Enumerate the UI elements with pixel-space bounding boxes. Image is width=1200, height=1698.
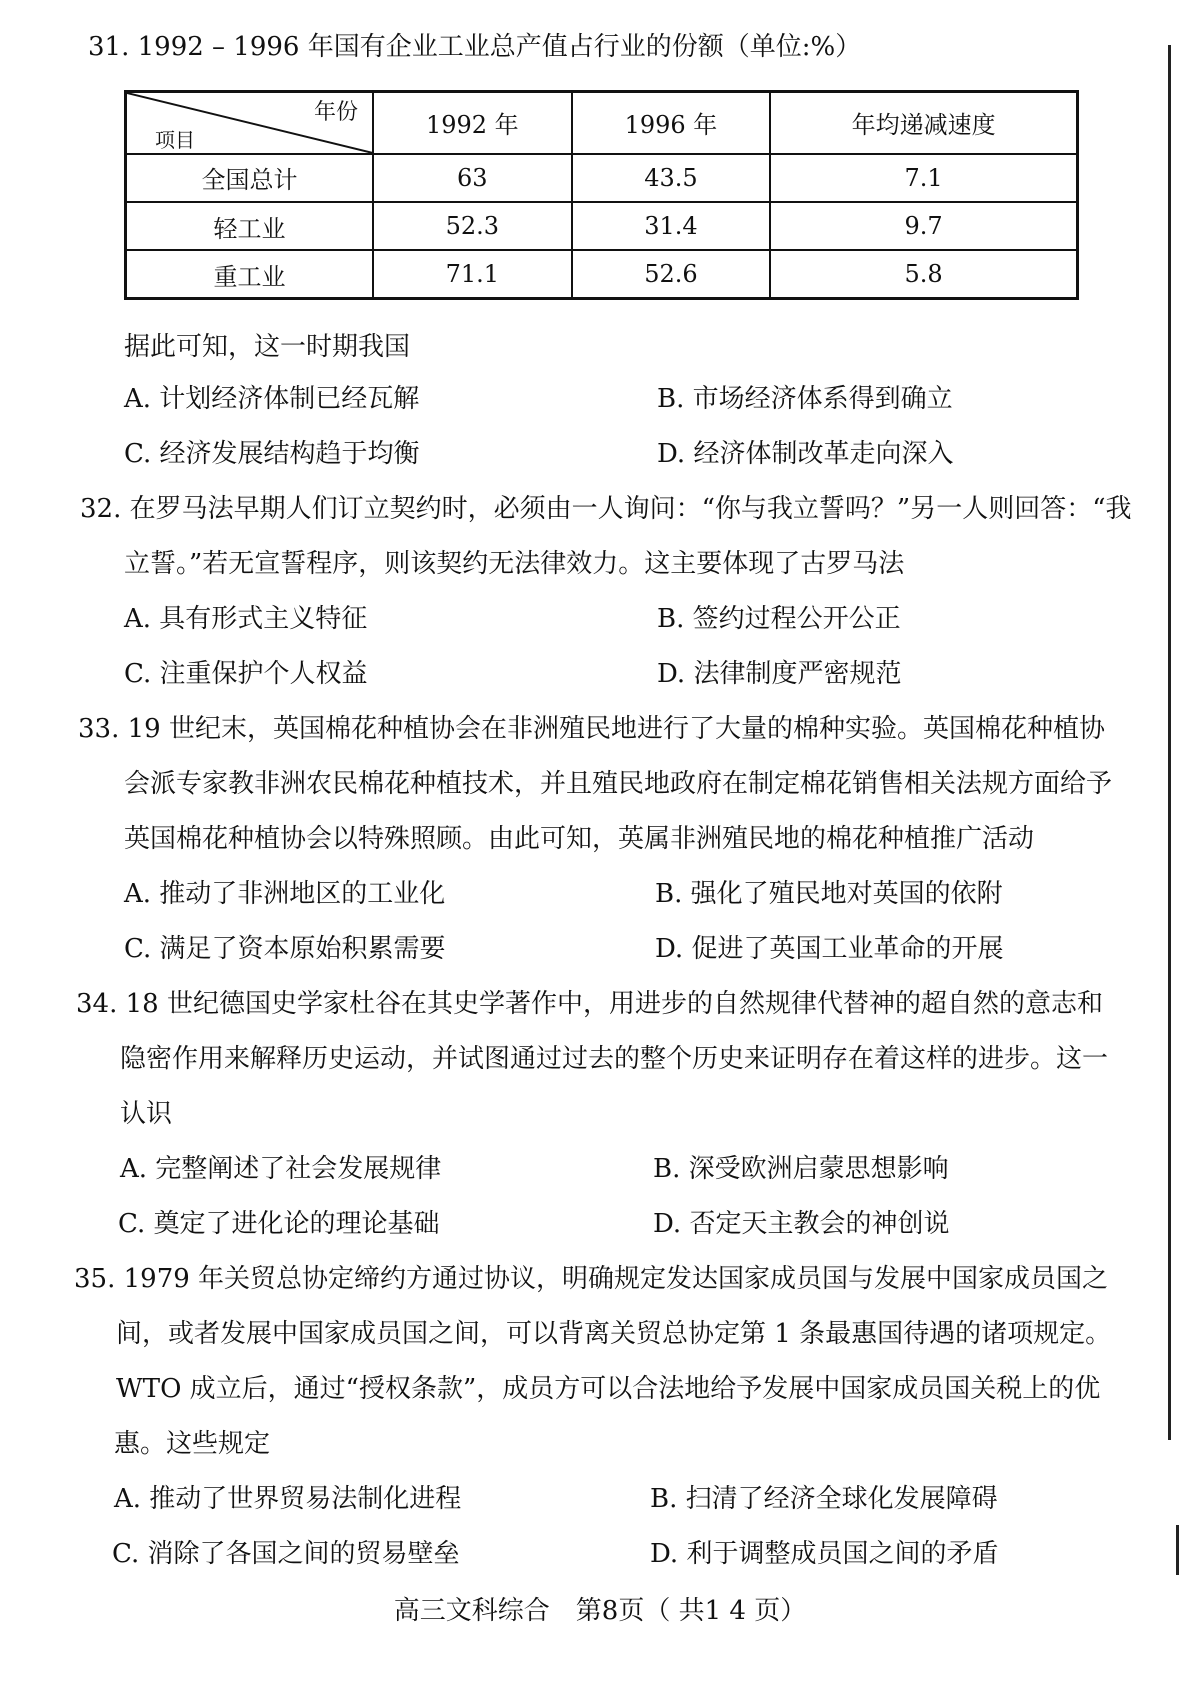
table-cell: 9.7 xyxy=(770,202,1077,250)
q34-option-d: D. 否定天主教会的神创说 xyxy=(653,1209,950,1239)
q31-stem: 据此可知，这一时期我国 xyxy=(124,332,411,362)
table-cell: 7.1 xyxy=(770,154,1077,202)
q35-line-3: WTO 成立后，通过“授权条款”，成员方可以合法地给予发展中国家成员国关税上的优 xyxy=(116,1374,1101,1404)
q34-option-b: B. 深受欧洲启蒙思想影响 xyxy=(653,1154,949,1184)
q35-line-1: 35. 1979 年关贸总协定缔约方通过协议，明确规定发达国家成员国与发展中国家成员国之 xyxy=(74,1264,1109,1294)
q31-table xyxy=(124,90,1079,300)
q34-line-3: 认识 xyxy=(120,1099,173,1129)
q34-line-2: 隐密作用来解释历史运动，并试图通过过去的整个历史来证明存在着这样的进步。这一 xyxy=(120,1044,1109,1074)
header-1996: 1996 年 xyxy=(572,92,771,154)
q33-line-3: 英国棉花种植协会以特殊照顾。由此可知，英属非洲殖民地的棉花种植推广活动 xyxy=(124,824,1035,854)
table-row xyxy=(126,250,1078,298)
table-cell: 71.1 xyxy=(373,250,572,298)
q35-option-d: D. 利于调整成员国之间的矛盾 xyxy=(650,1539,999,1569)
q33-line-1: 33. 19 世纪末，英国棉花种植协会在非洲殖民地进行了大量的棉种实验。英国棉花种植协 xyxy=(78,714,1105,744)
row-label: 全国总计 xyxy=(126,154,374,202)
q32-line-1: 32. 在罗马法早期人们订立契约时，必须由一人询问：“你与我立誓吗？”另一人则回答：“我 xyxy=(80,494,1132,524)
q31-option-d: D. 经济体制改革走向深入 xyxy=(657,439,954,469)
q32-option-b: B. 签约过程公开公正 xyxy=(657,604,901,634)
margin-mark xyxy=(1176,1525,1179,1575)
table-cell: 43.5 xyxy=(572,154,771,202)
page-footer: 高三文科综合 第8页（ 共1 4 页） xyxy=(393,1596,807,1626)
q35-line-4: 惠。这些规定 xyxy=(114,1429,271,1459)
margin-rule xyxy=(1168,45,1171,1440)
row-label: 轻工业 xyxy=(126,202,374,250)
table-cell: 63 xyxy=(373,154,572,202)
q32-line-2: 立誓。”若无宣誓程序，则该契约无法律效力。这主要体现了古罗马法 xyxy=(124,549,905,579)
q33-option-d: D. 促进了英国工业革命的开展 xyxy=(655,934,1004,964)
table-corner-cell xyxy=(126,92,374,154)
row-label: 重工业 xyxy=(126,250,374,298)
q35-option-c: C. 消除了各国之间的贸易壁垒 xyxy=(112,1539,460,1569)
table-cell: 52.3 xyxy=(373,202,572,250)
q31-title: 31. 1992 – 1996 年国有企业工业总产值占行业的份额（单位:%） xyxy=(88,32,862,62)
q31-option-b: B. 市场经济体系得到确立 xyxy=(657,384,953,414)
table-cell: 52.6 xyxy=(572,250,771,298)
q34-line-1: 34. 18 世纪德国史学家杜谷在其史学著作中，用进步的自然规律代替神的超自然的意志和 xyxy=(76,989,1103,1019)
q34-option-a: A. 完整阐述了社会发展规律 xyxy=(120,1154,442,1184)
q35-option-b: B. 扫清了经济全球化发展障碍 xyxy=(650,1484,998,1514)
q33-option-b: B. 强化了殖民地对英国的依附 xyxy=(655,879,1003,909)
q31-option-a: A. 计划经济体制已经瓦解 xyxy=(124,384,420,414)
table-cell: 31.4 xyxy=(572,202,771,250)
table-row xyxy=(126,202,1078,250)
q32-option-d: D. 法律制度严密规范 xyxy=(657,659,902,689)
table-row xyxy=(126,154,1078,202)
header-1992: 1992 年 xyxy=(373,92,572,154)
q32-option-a: A. 具有形式主义特征 xyxy=(124,604,368,634)
table-header-row xyxy=(126,92,1078,154)
corner-label-item: 项目 xyxy=(155,127,195,152)
header-rate: 年均递减速度 xyxy=(770,92,1077,154)
q33-option-c: C. 满足了资本原始积累需要 xyxy=(124,934,446,964)
q33-line-2: 会派专家教非洲农民棉花种植技术，并且殖民地政府在制定棉花销售相关法规方面给予 xyxy=(124,769,1113,799)
q32-option-c: C. 注重保护个人权益 xyxy=(124,659,368,689)
corner-label-year: 年份 xyxy=(313,100,358,125)
q34-option-c: C. 奠定了进化论的理论基础 xyxy=(118,1209,440,1239)
q33-option-a: A. 推动了非洲地区的工业化 xyxy=(124,879,446,909)
q35-option-a: A. 推动了世界贸易法制化进程 xyxy=(114,1484,462,1514)
q31-option-c: C. 经济发展结构趋于均衡 xyxy=(124,439,420,469)
q35-line-2: 间，或者发展中国家成员国之间，可以背离关贸总协定第 1 条最惠国待遇的诸项规定。 xyxy=(116,1319,1112,1349)
q31-table-wrap xyxy=(124,90,1079,300)
table-cell: 5.8 xyxy=(770,250,1077,298)
